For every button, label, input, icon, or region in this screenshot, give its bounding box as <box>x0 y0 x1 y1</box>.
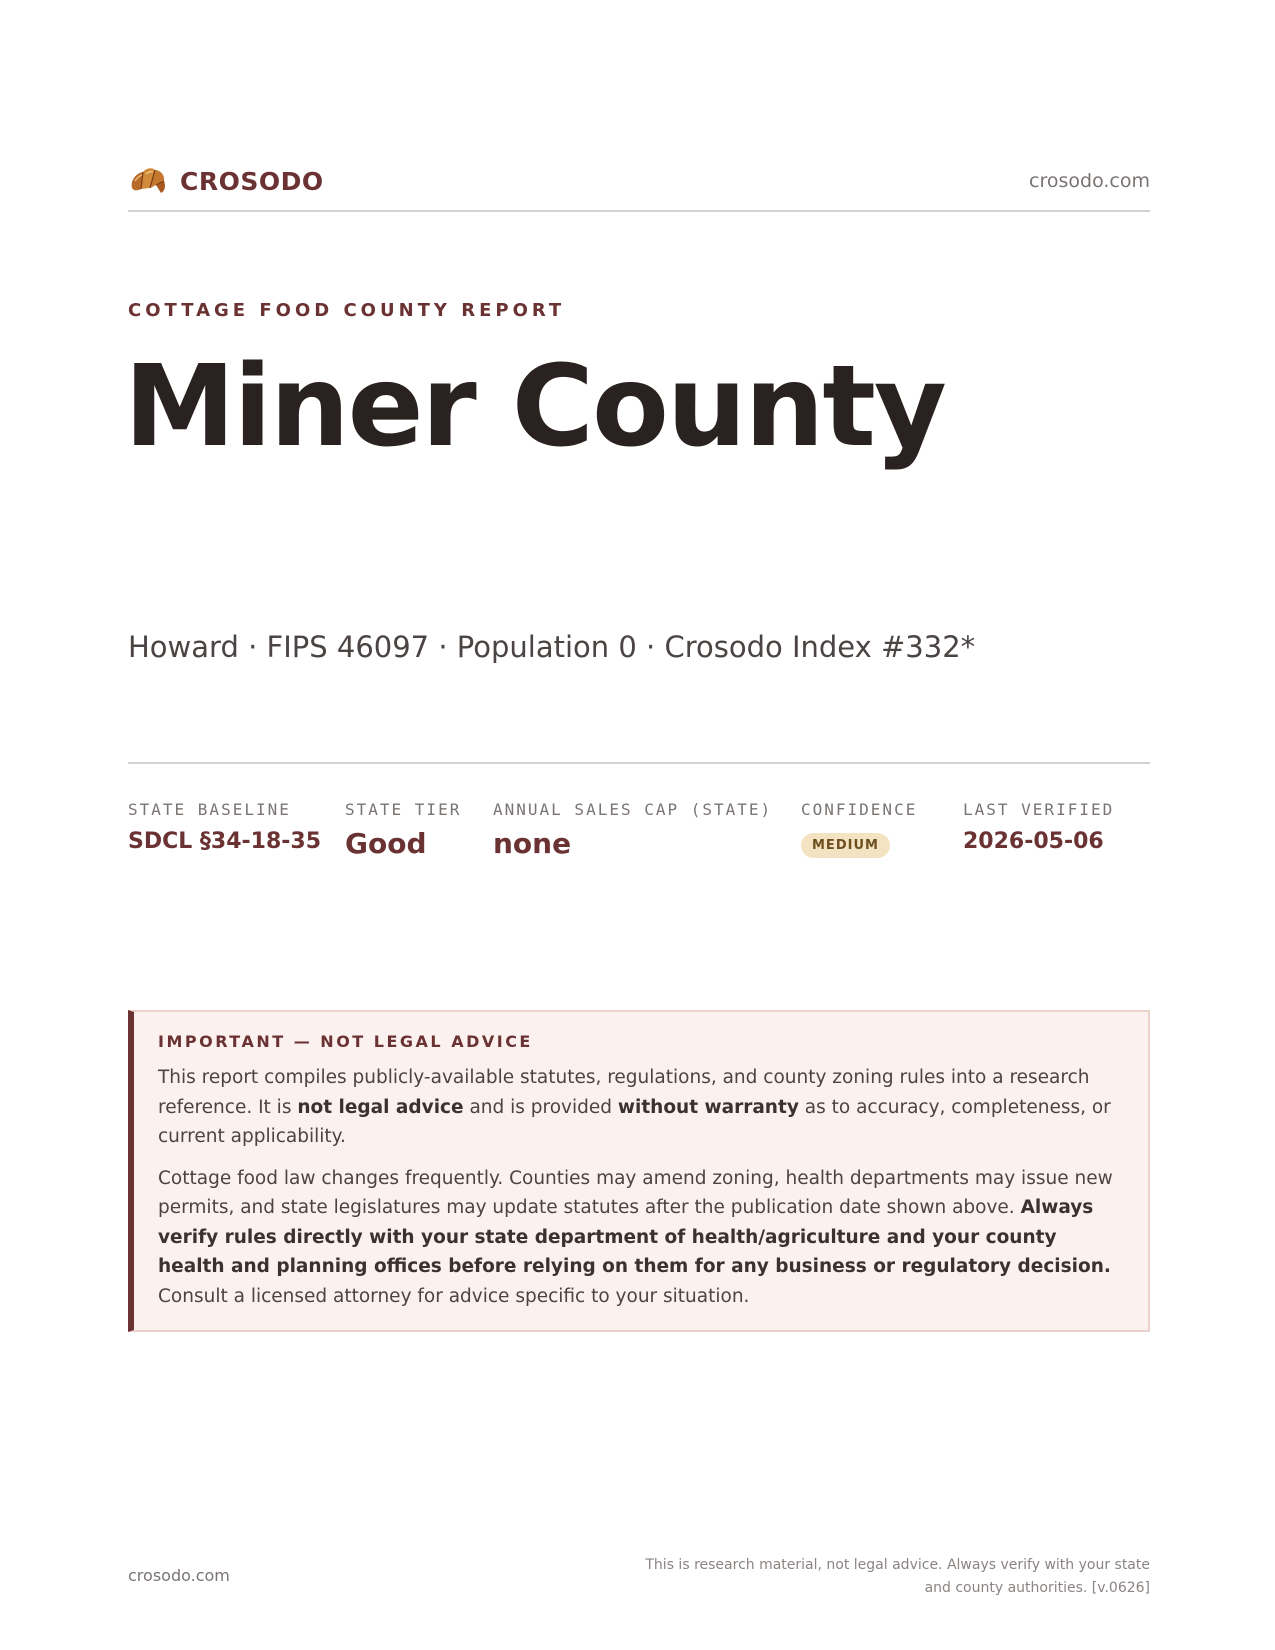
legal-notice <box>128 1010 1150 1332</box>
notice-paragraph-1 <box>158 1063 1122 1152</box>
footer-disclaimer-line: and county authorities. [v.0626] <box>924 1580 1150 1596</box>
county-summary-line: Howard · FIPS 46097 · Population 0 · Crosodo Index #332* <box>128 630 976 664</box>
notice-text: Cottage food law changes frequently. Counties may amend zoning, health departments may issue new permits, and state legislatures may update statutes after the publication date shown above. <box>158 1167 1113 1218</box>
page-title: Miner County <box>124 342 945 472</box>
site-url-link[interactable]: crosodo.com <box>1029 170 1150 192</box>
stat-label: LAST VERIFIED <box>963 800 1115 819</box>
stat-sales-cap <box>493 800 772 860</box>
stat-last-verified <box>963 800 1114 854</box>
stat-label: STATE BASELINE <box>128 800 291 819</box>
page-header <box>128 158 1150 204</box>
footer-disclaimer-line: This is research material, not legal advice. Always verify with your state <box>645 1557 1150 1573</box>
footer-disclaimer <box>630 1554 1150 1600</box>
report-eyebrow: COTTAGE FOOD COUNTY REPORT <box>128 300 566 321</box>
stat-label: STATE TIER <box>345 800 462 819</box>
notice-text: Consult a licensed attorney for advice specific to your situation. <box>158 1285 750 1307</box>
notice-text: and is provided <box>463 1096 618 1118</box>
stats-row <box>128 800 1150 880</box>
stat-label: CONFIDENCE <box>801 800 918 819</box>
confidence-badge: MEDIUM <box>801 833 890 858</box>
header-divider <box>128 210 1150 212</box>
stat-state-baseline <box>128 800 321 854</box>
footer-site-url[interactable]: crosodo.com <box>128 1566 230 1585</box>
stat-state-tier <box>345 800 461 860</box>
brand-name: CROSODO <box>180 166 324 196</box>
notice-title: IMPORTANT — NOT LEGAL ADVICE <box>158 1032 533 1051</box>
notice-emphasis: without warranty <box>617 1096 799 1118</box>
notice-emphasis: Always verify rules directly with your state department of health/agriculture and your county health and planning offices before relying on them for any business or regulatory decision. <box>158 1197 1111 1277</box>
stat-label: ANNUAL SALES CAP (STATE) <box>493 800 773 819</box>
notice-text: This report compiles publicly-available statutes, regulations, and county zoning rules into a research reference. It is <box>158 1067 1090 1118</box>
notice-text: as to accuracy, completeness, or current applicability. <box>158 1096 1111 1147</box>
stat-value: SDCL §34-18-35 <box>128 829 322 854</box>
notice-emphasis: not legal advice <box>297 1096 464 1118</box>
stat-value: 2026-05-06 <box>963 829 1104 854</box>
croissant-icon <box>128 161 168 201</box>
report-page <box>124 0 1150 1650</box>
stat-value: none <box>493 827 572 860</box>
brand[interactable] <box>128 161 324 201</box>
stat-value: Good <box>345 827 427 860</box>
stat-confidence <box>801 800 917 858</box>
notice-paragraph-2 <box>158 1164 1122 1312</box>
section-divider <box>128 762 1150 764</box>
